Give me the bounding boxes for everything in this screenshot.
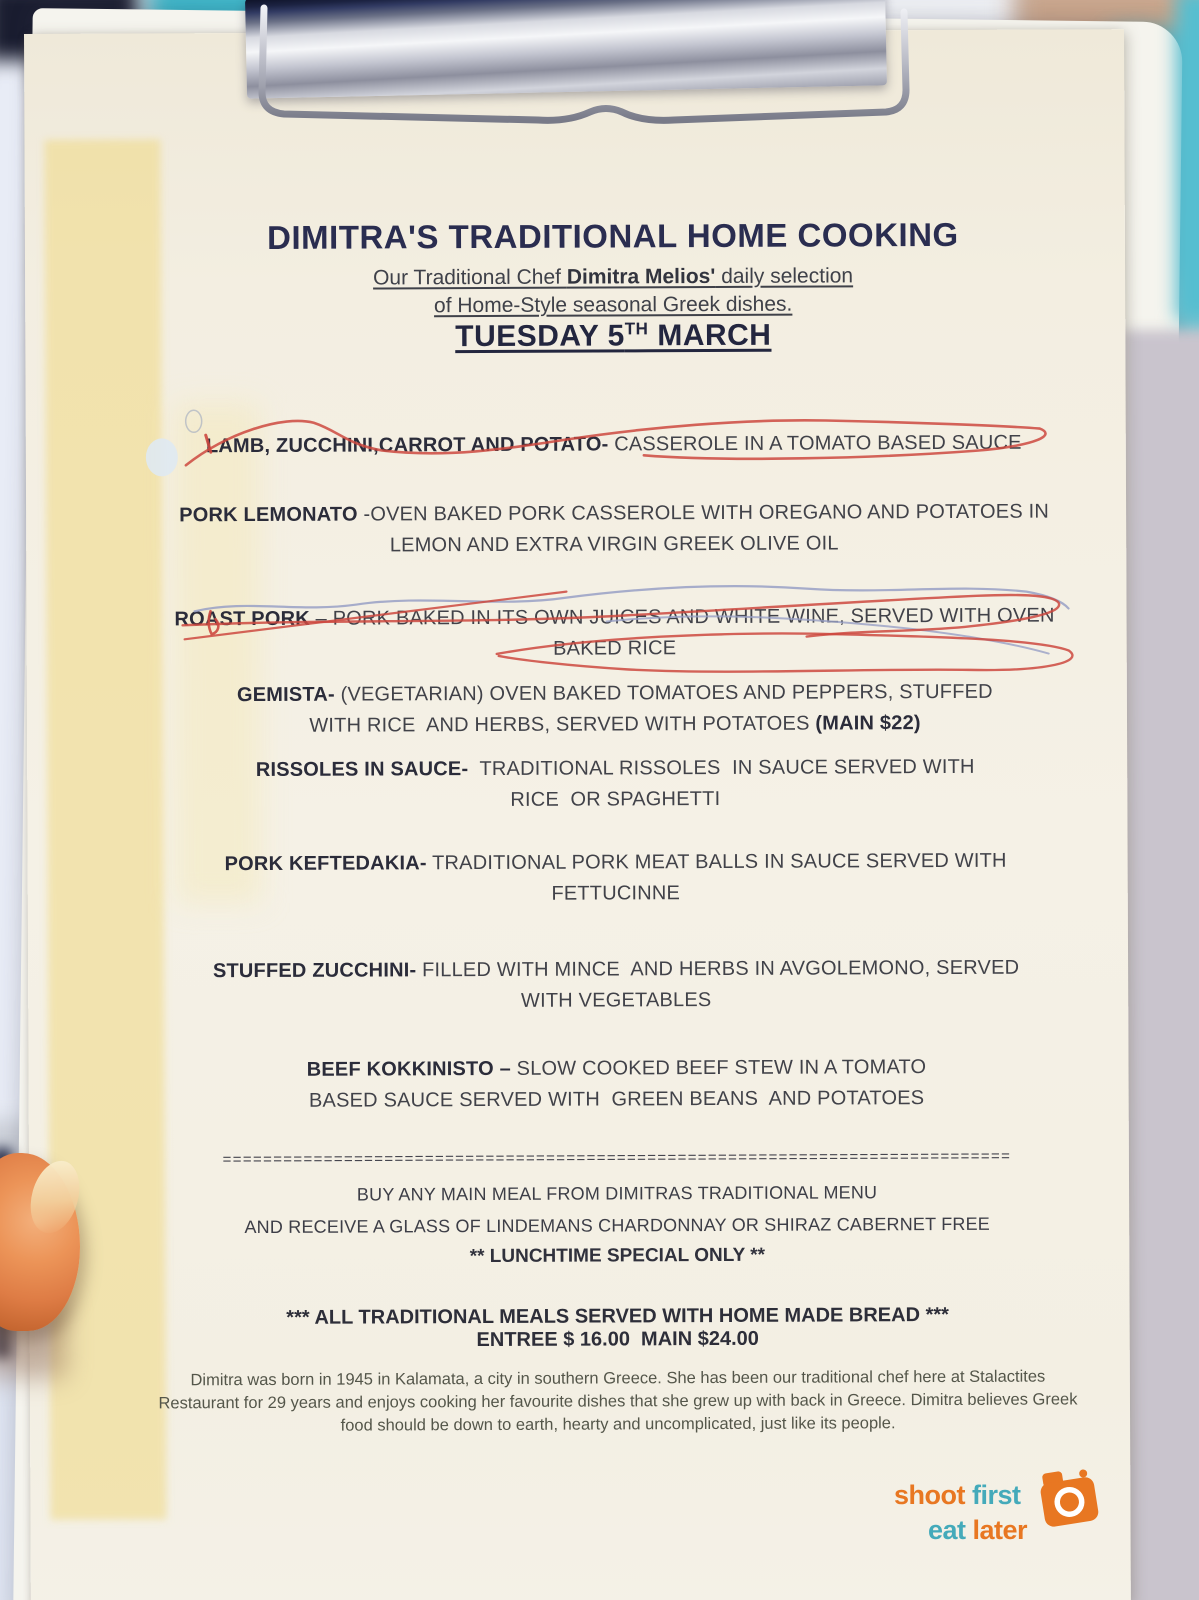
- menu-item-rissoles: [105, 751, 1125, 817]
- prices-line: ENTREE $ 16.00 MAIN $24.00: [476, 1327, 759, 1352]
- promo-line1: BUY ANY MAIN MEAL FROM DIMITRAS TRADITIONAL MENU: [356, 1182, 878, 1205]
- date-text: TUESDAY 5: [455, 319, 625, 354]
- menu-item-lamb: [104, 427, 1124, 462]
- menu-item-name: GEMISTA-: [236, 683, 335, 707]
- separator-line: ==============================================================================: [222, 1147, 1012, 1169]
- clipboard-clip: [245, 0, 887, 99]
- chef-bio: [108, 1365, 1128, 1438]
- watermark-word: shoot: [894, 1480, 972, 1510]
- menu-date: [103, 317, 1123, 355]
- menu-item-desc: – PORK BAKED IN ITS OWN JUICES AND WHITE WINE, SERVED WITH OVEN BAKED RICE: [309, 604, 1061, 660]
- menu-item-name: STUFFED ZUCCHINI-: [212, 959, 417, 983]
- menu-item-desc: TRADITIONAL RISSOLES IN SAUCE SERVED WITH RICE OR SPAGHETTI: [468, 755, 981, 811]
- menu-item-desc: TRADITIONAL PORK MEAT BALLS IN SAUCE SERVED WITH FETTUCINNE: [426, 849, 1013, 905]
- menu-page: [24, 29, 1131, 1600]
- watermark-line1: [894, 1482, 1021, 1509]
- camera-icon: [1035, 1462, 1103, 1536]
- menu-item-desc: FILLED WITH MINCE AND HERBS IN AVGOLEMONO, SERVED WITH VEGETABLES: [416, 956, 1026, 1012]
- menu-item-keftedakia: [106, 845, 1126, 911]
- menu-item-desc: SLOW COOKED BEEF STEW IN A TOMATO BASED SAUCE SERVED WITH GREEN BEANS AND POTATOES: [308, 1056, 933, 1112]
- menu-item-name: PORK KEFTEDAKIA-: [224, 852, 427, 876]
- menu-item-name: PORK LEMONATO: [179, 503, 358, 527]
- promo-line2: AND RECEIVE A GLASS OF LINDEMANS CHARDONNAY OR SHIRAZ CABERNET FREE: [244, 1213, 991, 1238]
- menu-item-roast-pork: [104, 600, 1124, 666]
- menu-item-name: ROAST PORK: [174, 607, 310, 631]
- menu-subtitle-line2: of Home-Style seasonal Greek dishes.: [433, 292, 793, 318]
- subtitle-text: Our Traditional Chef: [372, 265, 567, 290]
- chef-bio-text: Dimitra was born in 1945 in Kalamata, a city in southern Greece. She has been our traditional chef here at Stalactites Restaurant for 29 years and enjoys cooking her favourite dishes that she grew up with back in Greece. Dimitra believes Greek food should be down to earth, hearty and uncomplicated, just like its people.: [158, 1367, 1083, 1435]
- watermark-word: first: [972, 1480, 1021, 1510]
- subtitle-text: daily selection: [715, 264, 854, 288]
- watermark-word: eat: [928, 1515, 973, 1545]
- menu-item-stuffed-zucchini: [106, 952, 1126, 1018]
- menu-item-gemista: [105, 676, 1125, 742]
- chef-name: Dimitra Melios': [566, 264, 716, 289]
- menu-title: DIMITRA'S TRADITIONAL HOME COOKING: [267, 215, 959, 256]
- date-text: MARCH: [648, 318, 772, 353]
- bread-note: *** ALL TRADITIONAL MEALS SERVED WITH HOME MADE BREAD ***: [286, 1303, 949, 1329]
- menu-item-desc: CASSEROLE IN A TOMATO BASED SAUCE: [608, 431, 1022, 456]
- menu-item-name: LAMB, ZUCCHINI,CARROT AND POTATO-: [205, 433, 609, 458]
- watermark-word: later: [972, 1515, 1028, 1545]
- watermark-line2: [928, 1517, 1027, 1544]
- menu-subtitle-line1: [103, 263, 1123, 291]
- menu-item-beef-kokkinisto: [106, 1051, 1126, 1117]
- promo-line3: ** LUNCHTIME SPECIAL ONLY **: [469, 1244, 766, 1268]
- menu-item-pork-lemonato: [104, 496, 1124, 562]
- menu-item-name: RISSOLES IN SAUCE-: [255, 758, 469, 781]
- menu-item-price: (MAIN $22): [815, 712, 921, 735]
- menu-item-desc: -OVEN BAKED PORK CASSEROLE WITH OREGANO AND POTATOES IN LEMON AND EXTRA VIRGIN GREEK OLIVE OIL: [357, 500, 1055, 557]
- menu-item-desc: (VEGETARIAN) OVEN BAKED TOMATOES AND PEPPERS, STUFFED WITH RICE AND HERBS, SERVED WITH POTATOES: [309, 680, 999, 737]
- date-ordinal: TH: [624, 319, 649, 339]
- menu-item-name: BEEF KOKKINISTO –: [306, 1057, 511, 1081]
